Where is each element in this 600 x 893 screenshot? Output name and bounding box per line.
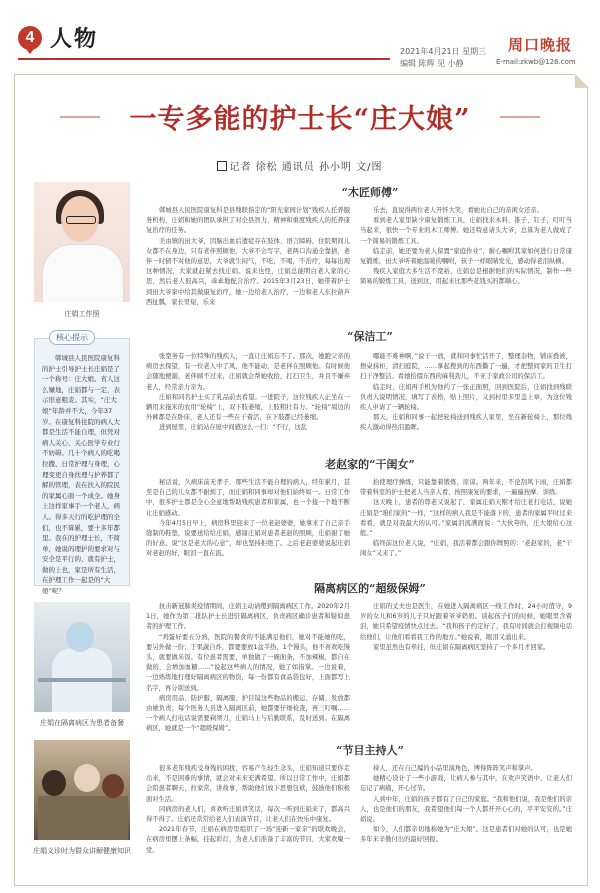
paragraph: 抗击新冠肺炎疫情期间，庄娟主动请缨到隔离病区工作。2020年2月1日，她作为第二批队护士长进驻隔离病区，负责病区确诊患者和疑似患者的护理工作。 [146,603,350,631]
paragraph: “鸡蛋好要五分熟，医院的餐食的不能满足他们，她对不能她的吃，要另外做一份；于果蔬自炸，都要要放1盆半热，1个馒头，他不喜欢吃馒头，就要做米饭。有位患者需要，单独做了一碗面条，不加辣椒，都自在做的，会增加血糖……”说起这些病人的情况，她了如指掌。一边说着，一边熟练地打理好隔离病区的物资，每一份都有食品袋包好，上面都写上名字，再分别送到。 [146,633,350,692]
paragraph: 哪能不难神啊，”说干一放，就和同事忙活开了，整理杂物，铺床叠被，擦桌抹柜，清扫庭院，……拿起搜到的东西撕了一遍，才把整间家的卫生打扫干净整洁。看她拾掇东西的麻利劲儿，不亚于家政公司的保洁工。 [360,353,572,381]
page-number-badge: 4 [18,26,42,50]
paragraph: 乐去，直说得两位老人开怀大笑，看她比自己的亲闺女还亲。 [373,207,544,214]
core-note-title: 核心提示 [49,330,95,345]
section-4-col-2 [360,602,572,734]
paragraph: 很多老年残疾受身残的困扰，容易产生轻生念头，庄娟知道只要你走出来，不是困难的事情，就会对未来充满希望。所以日常工作中，庄娟都会陪患者聊天，拉家常，讲故事，帮助他们放下思想包袱，鼓励他们积极面对生活。 [146,765,350,803]
section-heading-text: 老赵家的“干闺女” [325,458,415,471]
section-2-col-2 [360,352,572,444]
section-heading-text: “保洁工” [347,330,393,343]
paragraph: 临走时，庄娟再手机为他约了一张正面照，回到医院后，庄娟找到残联负责人说明情况，填写了表格，贴上照片，又到村里多里盖上章，为这位残疾人申请了一辆轮椅。 [360,383,572,412]
contact-email: E-mail:zkwb@126.com [496,58,576,66]
section-1-col-1 [146,206,350,318]
newspaper-logo: 周口晚报 [508,36,573,54]
header-rule [18,58,390,60]
section-heading [300,186,440,200]
paragraph: 庄娟和同名护士买了乳品前去看望。一进院子，这位残疾人正坐在一辆用来拖米的农用“轮椅”上，双下肢萎缩，上肢粗壮有力。“轮椅”周边的外裤都是在卧床，老人还有一些在干着活，在下肢都已经萎缩。 [146,393,350,422]
section-heading [300,744,440,758]
header-meta [400,46,486,70]
paragraph: 2021年春节，庄娟在病房里组织了一场“迎新一家亲”的联欢晚会，在病房里摆上条幅，挂起彩灯，为老人们准备了丰富的节目，大家欢聚一堂。 [146,826,350,854]
paragraph: 秘话说，久病床前无孝子，那些生活不能自理的病人，经年累月，甚至是自己的儿女都不耐烦了，而庄娟和同事却对他们始终如一。日常工作中，很多护士都是全心全意地帮助残疾患者和家属，也一个接一个地不断让庄娟感动。 [146,479,350,517]
paragraph: 这天晚上，患者的尊老又说起了，家属庄娟天刚才给庄老打电话，说她庄娟是“咱们家的”一样，“这样的病人我是不能落下的，患者的家属平时过来看看，就是对我最大的认可。”家属泪流满面说：“大伙夸的，庄大娘给心这般。” [360,499,572,538]
section-heading-text: “木匠师傅” [341,186,399,199]
paragraph: 郸城县人民医院康复科是县残联指定的“阳光家园计划”残疾人托养服务机构，庄娟和她的团队承担了对全县智力、精神和重度残疾人的托养康复治疗的任务。 [146,207,350,235]
paragraph: 家里虽然也有牵挂，但庄娟在隔离病区坚持了一个多月才回家。 [373,643,550,651]
corner-fold-decoration [575,74,589,88]
article-byline [0,158,600,173]
section-5-col-2 [360,764,572,876]
portrait-photo [34,182,130,302]
paragraph: 如今，人们都亲切地称她为“庄大娘”。这是患者们对她的认可，也是她多年来辛勤付出的最好回报。 [360,826,572,844]
core-note-box [34,333,130,596]
section-heading [290,458,450,472]
paragraph: 她精心设计了一些小游戏，让病人参与其中，在欢声笑语中，让老人们忘记了病痛，开心过节。 [360,775,572,793]
paragraph: 今年4月5日早上，病房科里迎来了一位老赵婆婆，她拿来了自己亲手缝制的鞋垫，说要送给给庄娟，感谢庄娟对患者老赵的照顾，庄娟谢了她的好意，说“这是老大的心意”，却也坚持拒绝了。之后老赵婆婆说起庄娟对老赵的好，眼泪一直在流。 [146,519,350,558]
section-heading [300,330,440,344]
paragraph: 那天，庄娟和同事一起把轮椅送到残疾人家里，坐在新轮椅上，那位残疾人激动得热泪盈眶。 [360,414,572,432]
paragraph: 进到屋里，庄娟站在屋中间感这么一扫：“不行，这乱 [159,424,308,432]
section-heading-text: “节目主持人” [336,744,404,757]
byline-text: 记者 徐松 通讯员 孙小明 文/图 [229,162,383,173]
volunteer-photo-caption: 庄娟义诊时为群众讲解健康知识 [33,847,131,855]
paragraph: 临走前，她还要为老人留置“家庭作业”，耐心嘱咐其家如何进行日常康复锻炼，田大爷听着她温暖的嘱咐，孩子一样眼睛发光，感动得老泪纵横。 [360,247,572,266]
section-5-col-1 [146,764,350,876]
paragraph: 美由镇的田大爷，因脑出血后遗症存在肢体、语言障碍，住院期间儿女都不在身边，只有老伴照顾他，大爷不会写字，老两口沟通全靠猜，老伴一时猜不对他的意思，大爷就生闷气，不吃，不喝，不治疗，每每出现这种情况，大家就赶紧去找庄娟。说来也怪，庄娟总能明白老人家的心思，然后老人很高兴，乖乖地配合治疗。2015年3月23日，她带着护士到田大爷家中给其做康复治疗，她一边给老人治疗，一边和老人东拉葫芦西扯瓢，家长里短，乐来 [146,237,350,306]
section-2-col-1 [146,352,350,444]
ward-photo [34,602,130,712]
volunteer-photo [34,740,130,840]
paragraph: 人到中年，庄娟的孩子都有了自己的家庭。“我和他们说，我是他们的亲人，也是他们的朋友，我希望他们每一个人都开开心心的，平平安安的。”庄娟说。 [360,795,572,824]
paragraph: 看到老人家里缺少康复锻炼工具，庄娟找来木料、锥子、钉子，叮叮当当起来，很快一个专业的木工师傅。她还特意请头大爷，总算为老人做成了一个简易的锻炼工具。 [360,217,572,245]
core-note-body: 郸城县人民医院康复科的护士引导护士长庄娟是了一个称号：庄大娘。省人这么嫌地，庄娟都与一定，表示形意粗麦。其实，“庄大娘”年龄并不大，今年37岁。在康复科住院的病人大都是生活不能自理，但凭对病人关心、关心医学专业行不妨碍。几十个病人的吃喝拉撒、日常护理与身理，心理变更自身扶理与护养都了解的管理，表在扶入的院民的家属心面一个成全。她身上这样家事手一个老人，病人。得多天行的吃护理的全们，也不算累，要十多年都里。我在的护理士长，不简单，她说的理护的要求对与安全是平行的、就有护士，做的上也，家是所有生活，在护理工作一起是的“大娘”呢？ [42,354,120,596]
portrait-caption: 庄娟工作照 [64,310,100,318]
editor-line: 编辑 陈辉 见 小静 [400,59,464,68]
paragraph: 抬使理疗操练，只能靠着锻炼，原谅。两年来，不论刮风下雨，庄娟都带着科室的护士把老人当亲人看，按照康复的要求，一遍遍按摩、训练。 [360,479,572,497]
issue-date: 2021年4月21日 星期三 [400,47,487,56]
paragraph: 病房用品、防护服、隔离服、护目镜这些物品的搬运、存储、发放都由她负责；每个医务人员进入隔离区前，她都要仔细检查，再三叮嘱……一个病人打电话说需要剃须刀，庄娟马上与后勤联系，及时送到。在隔离病区，她就是一个“超级保姆”。 [146,694,350,733]
section-3-col-2 [360,478,572,570]
paragraph: 张宽务有一位特殊的残疾人，一直让庄娟忘不了。那次，她跑父亲的病房去探望，有一位老人中了风，他不能动，是老伴在照顾他。有时候他会随地便溺，老伴顾不过来，庄娟就会帮她收拾，打扫卫生，并且不嫌弃老人，经常亲力亲为。 [146,353,350,391]
paragraph: 持人，还在自己编的小品里演角色，博得阵阵笑声和掌声。 [373,765,537,772]
section-heading [280,582,460,596]
section-heading-text: 隔离病区的“超级保姆” [314,582,426,595]
section-1-col-2 [360,206,572,318]
paragraph: 同病房的老人们，喜欢听庄娟讲笑话，每次一听到庄娟来了，都高兴得不得了。庄娟还常常给老人们表演节目，让老人们在快乐中康复。 [146,805,350,824]
paragraph: 临终前这位老人说，“庄娟，我活着都会跟你牌照的：‘老赵家的，老“干闺女”又来了。” [360,540,572,558]
paragraph: 残疾人家庭大多生活不宽裕，庄娟总是根据他们的实际情况，制作一些简易的锻炼工具，送到这，用起来比那些花钱买的都顺心。 [360,268,572,286]
article-title: 一专多能的护士长“庄大娘” [129,104,471,135]
section-3-col-1 [146,478,350,570]
section-4-col-1 [146,602,350,734]
byline-box-icon [217,161,227,171]
ward-photo-caption: 庄娟在隔离病区为患者备餐 [40,719,124,727]
page-header [0,0,600,72]
paragraph: 庄娟的丈夫也是医生，在她进入隔离病区一线工作时，24小时值守，9岁的女儿和6岁的儿子只好跟着爷爷奶奶。谈起孩子们的时候，她眼里含着泪，她只希望疫情快点过去。“我和孩子约定好了，我有时间就会打视频电话给他们，让他们看看我工作的地方。”她说着，眼泪又涌出来。 [360,603,572,641]
section-title: 人物 [50,26,99,52]
